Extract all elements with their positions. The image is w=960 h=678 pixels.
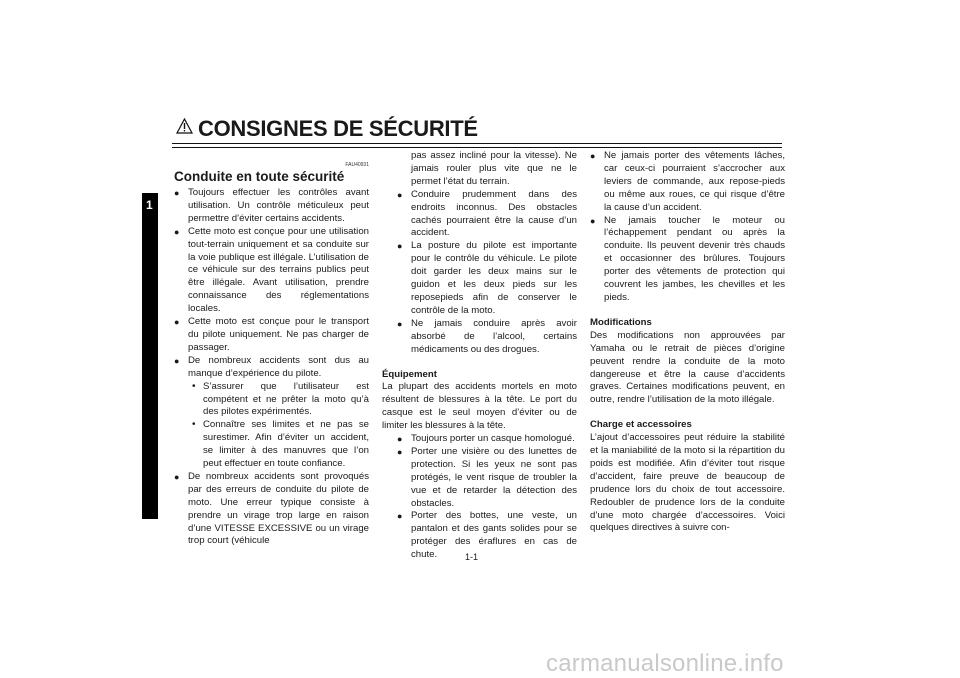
column-1: [174, 162, 369, 548]
warning-triangle-icon: [176, 118, 193, 134]
bullet-item: ● Porter des bottes, une veste, un pantalon et des gants solides pour se protéger des éraflures en cas de chute.: [397, 510, 577, 562]
column-2: [382, 150, 577, 562]
bullet-item: ● Cette moto est conçue pour une utilisation tout-terrain uniquement et sa conduite sur la voie publique est illégale. L’utilisation de ce véhicule sur des terrains publics peut être illégale. Avant utilisation, prendre connaissance des réglementations locales.: [174, 226, 369, 316]
bullet-item: ● Toujours porter un casque homologué.: [397, 433, 577, 446]
page-number: 1-1: [465, 552, 479, 562]
header-rule: [172, 143, 782, 144]
bullet-item: ● Conduire prudemment dans des endroits inconnus. Des obstacles cachés pourraient être la cause d’un accident.: [397, 189, 577, 241]
paragraph: Des modifications non approuvées par Yamaha ou le retrait de pièces d’origine peuvent rendre la conduite de la moto dangereuse et être la cause d’accidents graves. Certaines modifications peuvent, en outre, rendre l’utilisation de la moto illégale.: [590, 329, 785, 406]
section-title: Conduite en toute sécurité: [174, 169, 345, 184]
sub-bullet-item: • Connaître ses limites et ne pas se surestimer. Afin d’éviter un accident, se limiter à des manuvres que l’on peut effectuer en toute confiance.: [190, 419, 369, 471]
bullet-item: ● Ne jamais conduire après avoir absorbé de l’alcool, certains médicaments ou des drogues.: [397, 318, 577, 357]
subsection-title: Équipement: [382, 368, 437, 380]
column-3: [590, 150, 785, 535]
bullet-item: ● Cette moto est conçue pour le transport du pilote uniquement. Ne pas charger de passager.: [174, 316, 369, 355]
bullet-item: ● Ne jamais porter des vêtements lâches, car ceux-ci pourraient s’accrocher aux leviers de commande, aux repose-pieds ou même aux roues, ce qui risque d’être la cause d’un accident.: [590, 150, 785, 215]
bullet-item: ● La posture du pilote est importante pour le contrôle du véhicule. Le pilote doit garder les deux mains sur le guidon et les deux pieds sur les reposepieds afin de conserver le contrôle de la moto.: [397, 240, 577, 317]
watermark: carmanualsonline.info: [546, 650, 784, 677]
bullet-item: ● Toujours effectuer les contrôles avant utilisation. Un contrôle méticuleux peut permettre d’éviter certains accidents.: [174, 187, 369, 226]
paragraph: La plupart des accidents mortels en moto résultent de blessures à la tête. Le port du casque est le seul moyen d’éviter ou de limiter les blessures à la tête.: [382, 381, 577, 432]
header-rule: [172, 147, 782, 148]
subsection-title: Charge et accessoires: [590, 419, 692, 431]
subsection-title: Modifications: [590, 316, 652, 328]
sub-bullet-item: • S’assurer que l’utilisateur est compétent et ne prêter la moto qu’à des pilotes expérimentés.: [190, 381, 369, 420]
chapter-number: 1: [146, 198, 153, 212]
page-title: CONSIGNES DE SÉCURITÉ: [198, 116, 478, 141]
paragraph: L’ajout d’accessoires peut réduire la stabilité et la maniabilité de la moto si la répartition du poids est modifiée. Afin d’éviter tout risque d’accident, faire preuve de beaucoup de prudence lors du choix de tout accessoire. Redoubler de prudence lors de la conduite d’une moto chargée d’accessoires. Voici quelques directives à suivre con-: [590, 432, 785, 534]
page-header: [172, 116, 782, 146]
reference-code: FAU40931: [345, 162, 369, 168]
chapter-tab: [142, 193, 158, 519]
continued-text: pas assez incliné pour la vitesse). Ne jamais rouler plus vite que ne le permet l’état du terrain.: [411, 150, 577, 187]
bullet-item: ● Porter une visière ou des lunettes de protection. Si les yeux ne sont pas protégés, le vent risque de troubler la vue et de retarder la détection des obstacles.: [397, 446, 577, 511]
bullet-item: ● De nombreux accidents sont dus au manque d’expérience du pilote.: [174, 355, 369, 381]
bullet-item: ● De nombreux accidents sont provoqués par des erreurs de conduite du pilote de moto. Une erreur typique consiste à prendre un virage trop large en raison d’une VITESSE EXCESSIVE ou un virage trop court (véhicule: [174, 471, 369, 548]
bullet-item: ● Ne jamais toucher le moteur ou l’échappement pendant ou après la conduite. Ils peuvent devenir très chauds et occasionner des brûlures. Toujours porter des vêtements de protection qui couvrent les jambes, les chevilles et les pieds.: [590, 215, 785, 305]
